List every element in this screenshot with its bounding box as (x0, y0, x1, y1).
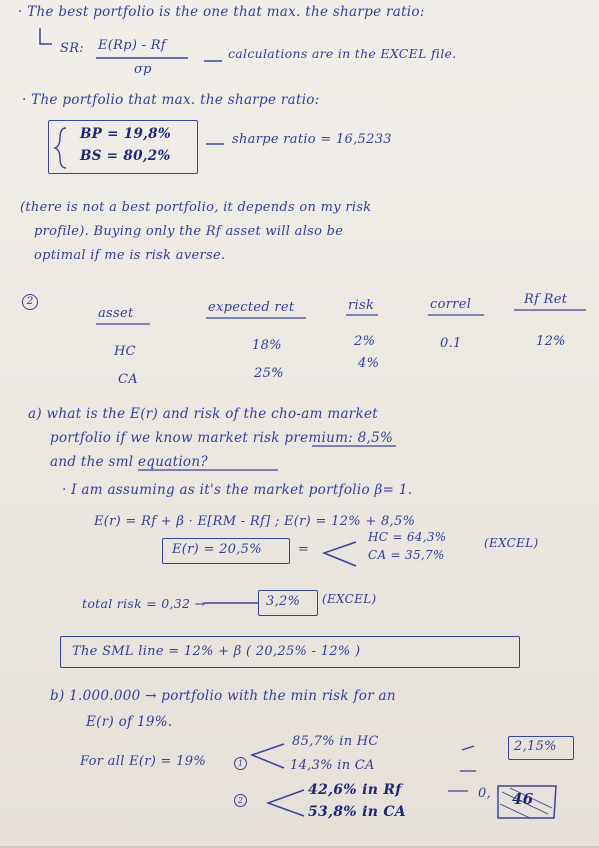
paragraph-line-1: (there is not a best portfolio, it depends on my risk (20, 200, 372, 215)
equals-sign: = (298, 542, 310, 557)
sr-numerator: E(Rp) - Rf (98, 38, 166, 53)
header-risk: risk (348, 298, 375, 313)
row-hc-correl: 0.1 (440, 336, 462, 351)
row-hc-asset: HC (114, 344, 136, 359)
part-a-line-2: portfolio if we know market risk premium: 8,5% (50, 430, 394, 446)
option-2-rf: 42,6% in Rf (308, 782, 402, 798)
for-all-er: For all E(r) = 19% (80, 754, 206, 769)
part-a-line-1: a) what is the E(r) and risk of the cho-am market (28, 406, 379, 422)
paragraph-line-3: optimal if me is risk averse. (34, 248, 226, 263)
sr-denominator: σp (134, 62, 152, 77)
option-2-ca: 53,8% in CA (308, 804, 406, 820)
result-2-prefix: 0, (478, 786, 492, 801)
row-hc-ret: 18% (252, 338, 282, 353)
row-ca-ret: 25% (254, 366, 284, 381)
sharpe-ratio: sharpe ratio = 16,5233 (232, 132, 392, 147)
sr-note: calculations are in the EXCEL file. (228, 46, 457, 61)
risk-result: 3,2% (266, 594, 301, 609)
row-hc-rf: 12% (536, 334, 566, 349)
er-result: E(r) = 20,5% (172, 542, 262, 557)
option-1-marker: 1 (234, 757, 247, 770)
question-number: 2 (22, 294, 38, 310)
option-1-ca: 14,3% in CA (290, 758, 375, 773)
row-ca-risk: 4% (358, 356, 380, 371)
result-2: 46 (512, 790, 534, 808)
row-ca-asset: CA (118, 372, 138, 387)
option-2-marker: 2 (234, 794, 247, 807)
part-b-line-1: b) 1.000.000 → portfolio with the min risk for an (50, 688, 396, 704)
sr-label: SR: (60, 41, 84, 56)
capm-equation: E(r) = Rf + β · E[RM - Rf] ; E(r) = 12% + 8,5% (94, 514, 416, 529)
header-rf-ret: Rf Ret (524, 292, 568, 307)
excel-note-1: (EXCEL) (484, 536, 539, 550)
header-correl: correl (430, 297, 472, 312)
total-risk-label: total risk = 0,32 → (82, 596, 206, 611)
hc-weight: HC = 64,3% (368, 530, 447, 544)
max-sharpe-line: · The portfolio that max. the sharpe ratio: (22, 92, 320, 108)
assumption: · I am assuming as it's the market portfolio β= 1. (62, 482, 413, 498)
intro-line: · The best portfolio is the one that max. the sharpe ratio: (18, 4, 425, 20)
option-1-hc: 85,7% in HC (292, 734, 379, 749)
bp-weight: BP = 19,8% (80, 126, 171, 142)
sml-equation: The SML line = 12% + β ( 20,25% - 12% ) (72, 644, 361, 659)
bs-weight: BS = 80,2% (80, 148, 171, 164)
paragraph-line-2: profile). Buying only the Rf asset will also be (34, 224, 344, 239)
header-asset: asset (98, 306, 134, 321)
part-a-line-3: and the sml equation? (50, 454, 208, 470)
part-b-line-2: E(r) of 19%. (86, 714, 173, 730)
ca-weight: CA = 35,7% (368, 548, 445, 562)
row-hc-risk: 2% (354, 334, 376, 349)
result-1: 2,15% (514, 739, 557, 754)
header-expected-ret: expected ret (208, 300, 295, 315)
excel-note-2: (EXCEL) (322, 592, 377, 606)
